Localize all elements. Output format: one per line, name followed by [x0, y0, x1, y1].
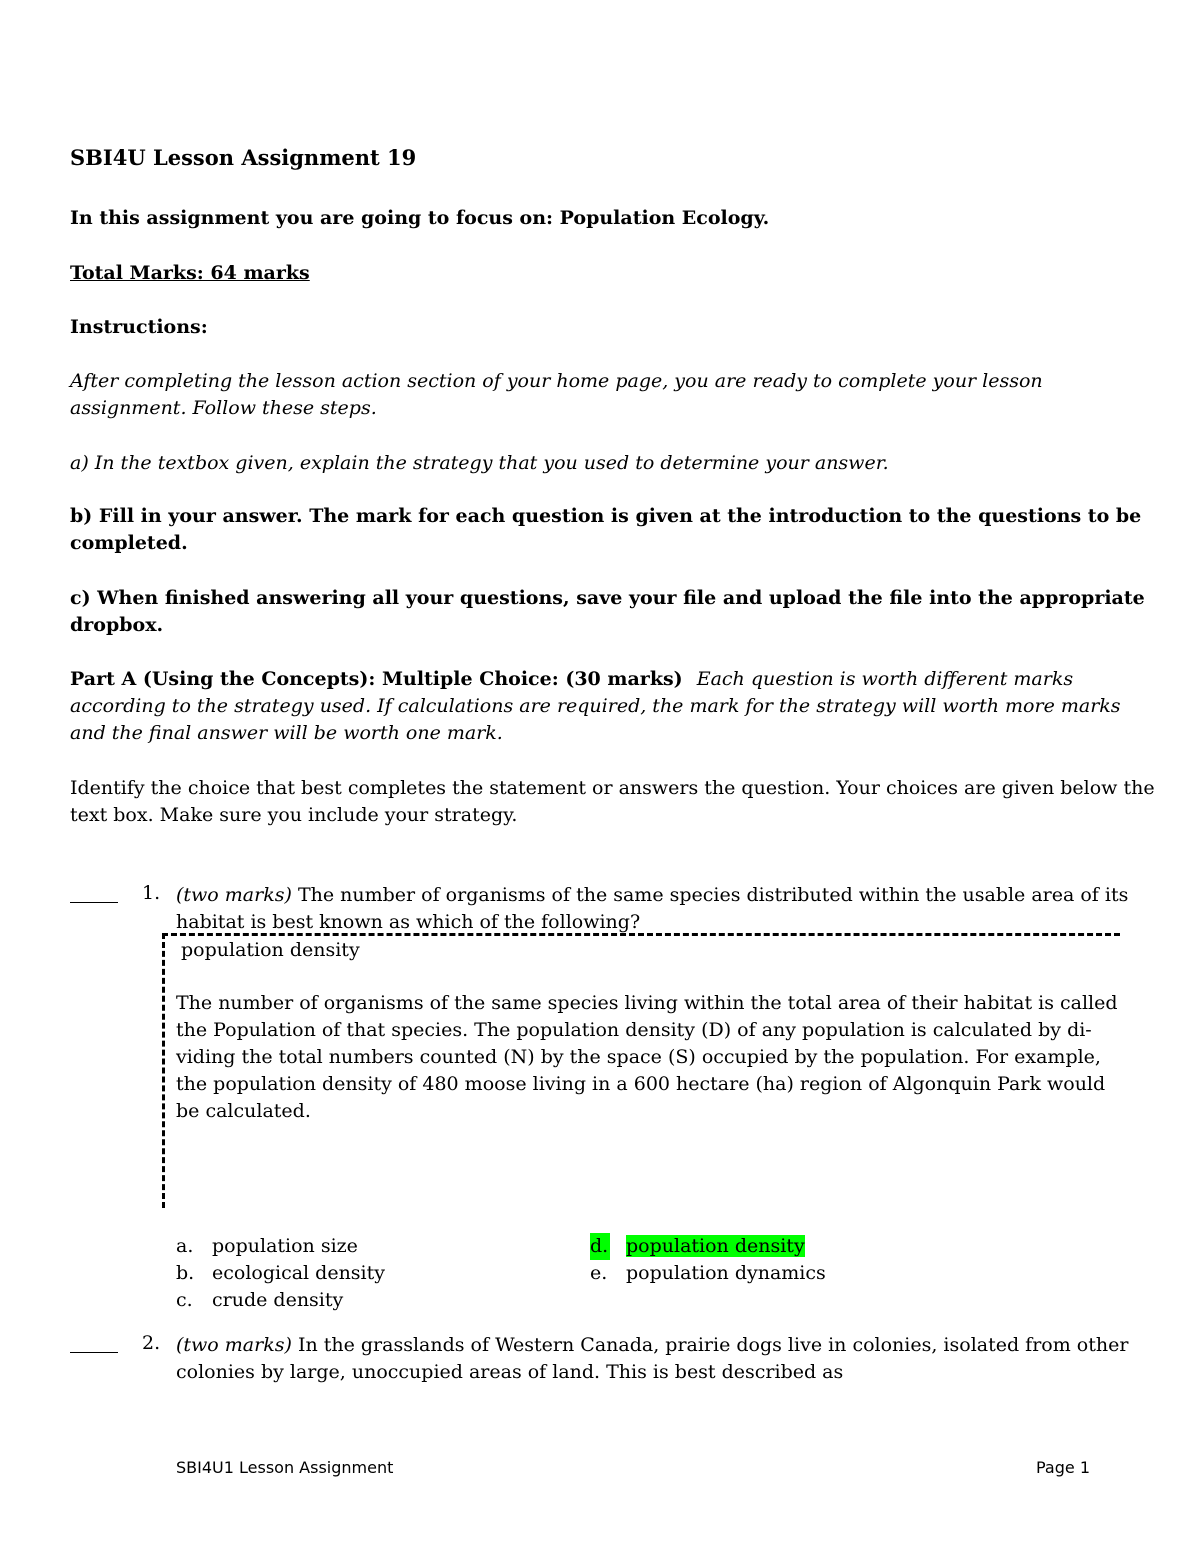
question-number-2: 2.	[142, 1332, 161, 1354]
question-1-line-1	[176, 882, 1128, 909]
part-a-heading: Part A (Using the Concepts): Multiple Choice: (30 marks)	[70, 668, 683, 690]
part-a-heading-line	[70, 666, 1073, 693]
question-2-marks: (two marks)	[176, 1334, 292, 1356]
choice-b[interactable]: b. ecological density	[176, 1262, 386, 1284]
total-marks: Total Marks: 64 marks	[70, 262, 310, 284]
strategy-line-5: be calculated.	[176, 1100, 311, 1122]
question-2-text-1: In the grasslands of Western Canada, prairie dogs live in colonies, isolated from other	[297, 1334, 1129, 1356]
step-b-line-2: completed.	[70, 532, 188, 554]
choice-d[interactable]	[590, 1233, 805, 1260]
instructions-heading: Instructions:	[70, 316, 208, 338]
strategy-line-4: the population density of 480 moose living in a 600 hectare (ha) region of Algonquin Park would	[176, 1073, 1106, 1095]
part-a-note-1: Each question is worth different marks	[696, 668, 1074, 690]
step-b-line-1: b) Fill in your answer. The mark for each question is given at the introduction to the questions to be	[70, 505, 1142, 527]
choice-c[interactable]: c. crude density	[176, 1289, 344, 1311]
intro-line-2: assignment. Follow these steps.	[70, 397, 377, 419]
textbox-answer: population density	[181, 939, 360, 961]
question-2-text-2: colonies by large, unoccupied areas of land. This is best described as	[176, 1361, 844, 1383]
strategy-line-3: viding the total numbers counted (N) by the space (S) occupied by the population. For example,	[176, 1046, 1101, 1068]
intro-line-1: After completing the lesson action section of your home page, you are ready to complete your lesson	[70, 370, 1043, 392]
page-number: Page 1	[1036, 1458, 1090, 1477]
question-1-marks: (two marks)	[176, 884, 292, 906]
strategy-line-1: The number of organisms of the same species living within the total area of their habitat is called	[176, 992, 1118, 1014]
answer-blank-1[interactable]	[70, 902, 118, 903]
choice-d-letter: d.	[590, 1233, 610, 1260]
step-c-line-2: dropbox.	[70, 614, 164, 636]
step-a: a) In the textbox given, explain the strategy that you used to determine your answer.	[70, 452, 889, 474]
choice-d-text: population density	[626, 1235, 805, 1257]
question-2-line-1	[176, 1332, 1128, 1359]
part-a-note-2: according to the strategy used. If calculations are required, the mark for the strategy will worth more marks	[70, 695, 1121, 717]
question-1-text-1: The number of organisms of the same species distributed within the usable area of its	[297, 884, 1129, 906]
page-title: SBI4U Lesson Assignment 19	[70, 145, 417, 170]
choice-e[interactable]: e. population dynamics	[590, 1262, 826, 1284]
part-a-note-3: and the final answer will be worth one mark.	[70, 722, 503, 744]
step-c-line-1: c) When finished answering all your questions, save your file and upload the file into the appropriate	[70, 587, 1145, 609]
answer-blank-2[interactable]	[70, 1352, 118, 1353]
identify-line-1: Identify the choice that best completes the statement or answers the question. Your choices are given below the	[70, 777, 1155, 799]
footer-left: SBI4U1 Lesson Assignment	[176, 1458, 394, 1477]
strategy-line-2: the Population of that species. The population density (D) of any population is calculated by di-	[176, 1019, 1092, 1041]
focus-line: In this assignment you are going to focus on: Population Ecology.	[70, 207, 770, 229]
question-number-1: 1.	[142, 882, 161, 904]
identify-line-2: text box. Make sure you include your strategy.	[70, 804, 518, 826]
choice-a[interactable]: a. population size	[176, 1235, 358, 1257]
question-1-text-2: habitat is best known as which of the following?	[176, 911, 641, 933]
